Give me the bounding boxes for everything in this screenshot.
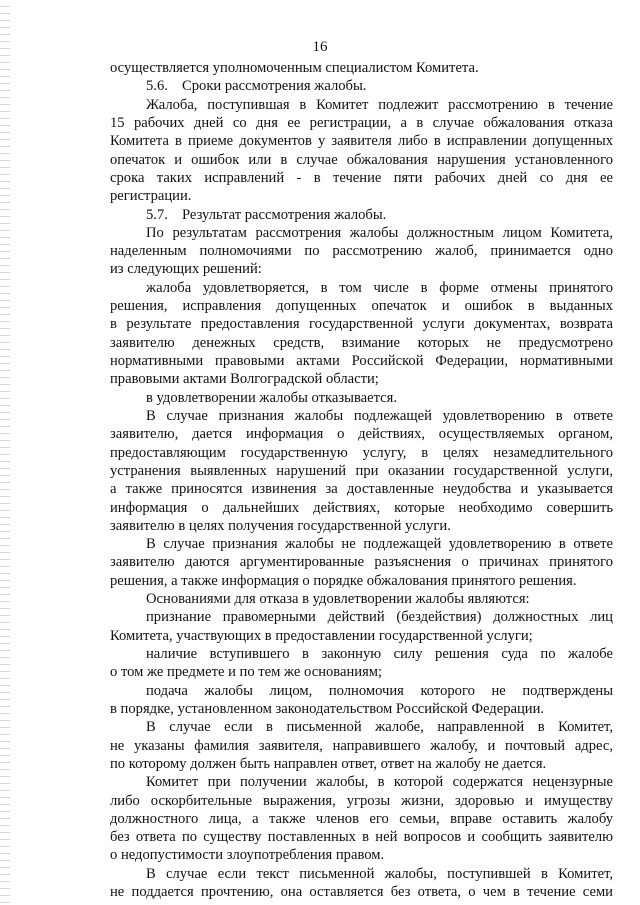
text-line: решения, исправления допущенных опечаток и ошибок в выданных <box>110 298 613 315</box>
text-line: заявителю в целях получения государственной услуги. <box>110 517 451 534</box>
section-title: Результат рассмотрения жалобы. <box>182 206 387 223</box>
text-line: Жалоба, поступившая в Комитет подлежит рассмотрению в течение <box>146 96 613 113</box>
text-line: наделенным полномочиями по рассмотрению жалоб, принимается одно <box>110 243 613 260</box>
text-line: устранения выявленных нарушений при оказании государственной услуги, <box>110 462 613 479</box>
section-number: 5.7. <box>146 206 168 223</box>
text-line: должностного лица, а также членов его семьи, вправе оставить жалобу <box>110 810 613 827</box>
text-line: не указаны фамилия заявителя, направившего жалобу, и почтовый адрес, <box>110 737 613 754</box>
text-line: признание правомерными действий (бездействия) должностных лиц <box>146 609 613 626</box>
text-line: В случае признания жалобы не подлежащей удовлетворению в ответе <box>146 536 613 553</box>
text-line: Комитета, участвующих в предоставлении государственной услуги; <box>110 627 533 644</box>
text-line: осуществляется уполномоченным специалистом Комитета. <box>110 60 479 76</box>
text-line: Комитет при получении жалобы, в которой содержатся нецензурные <box>146 774 613 791</box>
text-line: заявителю, дается информация о действиях, осуществляемых органом, <box>110 426 613 443</box>
text-line: без ответа по существу поставленных в ней вопросов и сообщить заявителю <box>110 829 613 846</box>
text-line: В случае признания жалобы подлежащей удовлетворению в ответе <box>146 407 613 424</box>
text-line: заявителю даются аргументированные разъяснения о причинах принятого <box>110 554 613 571</box>
page-number: 16 <box>312 39 328 55</box>
section-heading-line <box>110 77 613 95</box>
text-line: в порядке, установленном законодательством Российской Федерации. <box>110 700 545 717</box>
text-line: либо оскорбительные выражения, угрозы жизни, здоровью и имуществу <box>110 792 613 809</box>
text-line: В случае если текст письменной жалобы, поступившей в Комитет, <box>146 865 613 882</box>
text-line: регистрации. <box>110 188 192 205</box>
text-line: подача жалобы лицом, полномочия которого не подтверждены <box>146 682 613 699</box>
text-line: решения, а также информация о порядке обжалования принятого решения. <box>110 572 577 589</box>
text-line: не поддается прочтению, она оставляется без ответа, о чем в течение семи <box>110 884 613 901</box>
text-line: жалоба удовлетворяется, в том числе в форме отмены принятого <box>146 279 613 296</box>
text-line: По результатам рассмотрения жалобы должностным лицом Комитета, <box>146 224 613 241</box>
text-line: правовыми актами Волгоградской области; <box>110 371 379 388</box>
text-line: о недопустимости злоупотребления правом. <box>110 847 385 864</box>
text-line: Основаниями для отказа в удовлетворении жалобы являются: <box>146 591 530 608</box>
text-line: информация о дальнейших действиях, которые необходимо совершить <box>110 499 613 516</box>
section-heading-line <box>110 206 613 224</box>
text-line: срока таких исправлений - в течение пяти рабочих дней со дня ее <box>110 169 613 186</box>
text-line: наличие вступившего в законную силу решения суда по жалобе <box>146 646 613 662</box>
text-line: в удовлетворении жалобы отказывается. <box>146 389 398 406</box>
document-body <box>110 59 613 901</box>
text-line: о том же предмете и по тем же основаниям; <box>110 664 383 681</box>
text-line: В случае если в письменной жалобе, направленной в Комитет, <box>146 719 613 736</box>
binding-edge-marks <box>0 0 10 905</box>
text-line: Комитета в приеме документов у заявителя либо в исправлении допущенных <box>110 133 613 150</box>
section-title: Сроки рассмотрения жалобы. <box>182 78 367 95</box>
text-line: опечаток и ошибок или в случае обжалования нарушения установленного <box>110 151 613 168</box>
text-line: 15 рабочих дней со дня ее регистрации, а в случае обжалования отказа <box>110 114 613 131</box>
text-line: по которому должен быть направлен ответ, ответ на жалобу не дается. <box>110 755 547 772</box>
text-line: предоставляющим государственную услугу, в целях незамедлительного <box>110 444 613 461</box>
text-line: заявителю денежных средств, взимание которых не предусмотрено <box>110 334 613 351</box>
section-number: 5.6. <box>146 78 168 95</box>
text-line: в результате предоставления государственной услуги документах, возврата <box>110 316 613 333</box>
text-line: нормативными правовыми актами Российской Федерации, нормативными <box>110 353 613 369</box>
text-line: а также приносятся извинения за доставленные неудобства и указывается <box>110 481 613 498</box>
text-line: из следующих решений: <box>110 261 262 278</box>
